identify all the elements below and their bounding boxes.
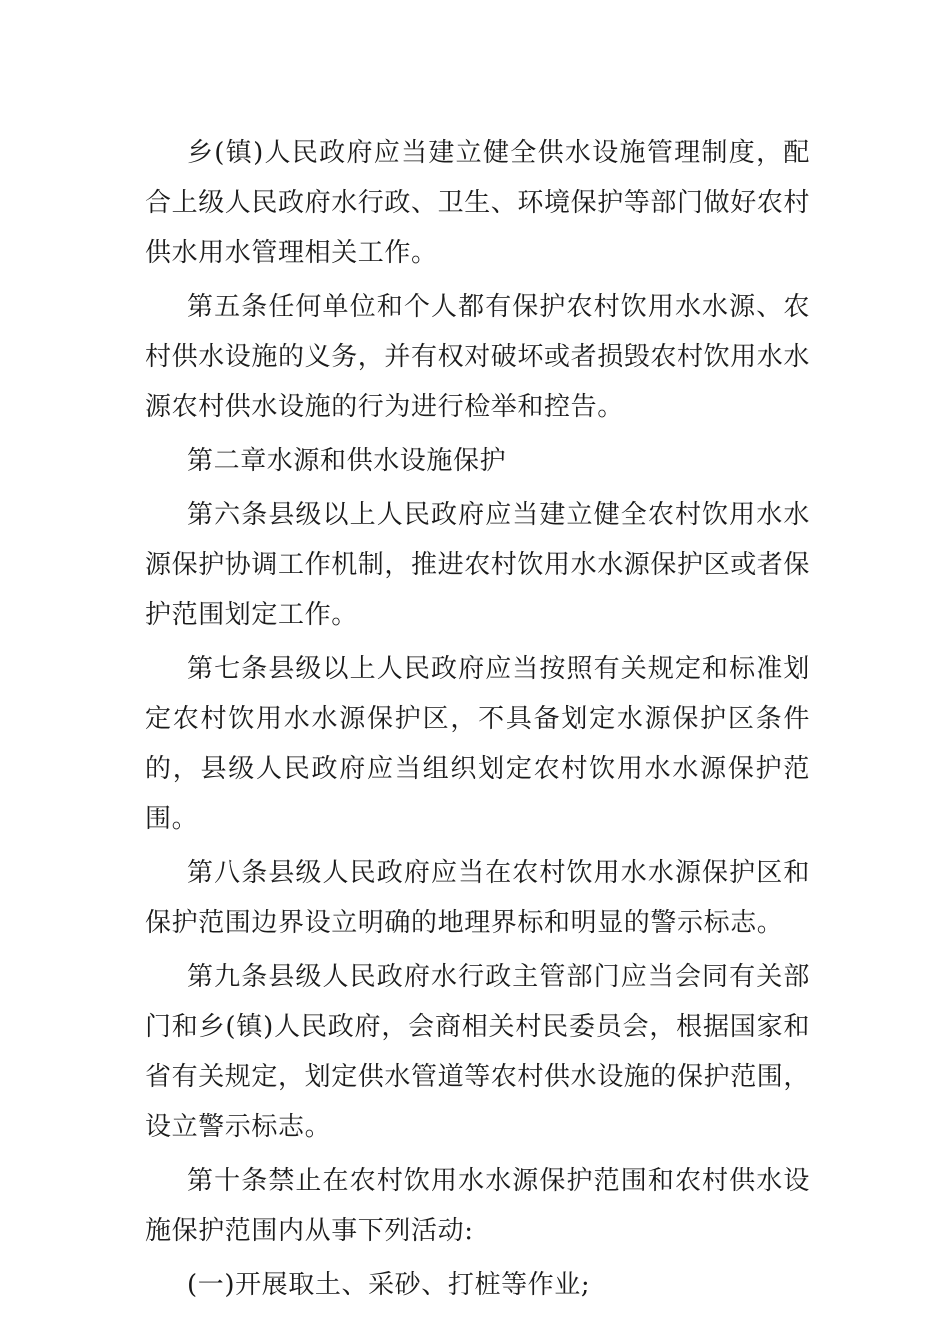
paragraph-article-10: 第十条禁止在农村饮用水水源保护范围和农村供水设施保护范围内从事下列活动: xyxy=(145,1166,810,1246)
paragraph-article-10-item-1: (一)开展取土、采砂、打桩等作业; xyxy=(187,1270,591,1300)
paragraph-article-5: 第五条任何单位和个人都有保护农村饮用水水源、农村供水设施的义务，并有权对破坏或者损毁农村饮用水水源农村供水设施的行为进行检举和控告。 xyxy=(145,292,811,422)
paragraph-township-duties: 乡(镇)人民政府应当建立健全供水设施管理制度，配合上级人民政府水行政、卫生、环境保护等部门做好农村供水用水管理相关工作。 xyxy=(145,138,811,268)
paragraph-article-6: 第六条县级以上人民政府应当建立健全农村饮用水水源保护协调工作机制，推进农村饮用水水源保护区或者保护范围划定工作。 xyxy=(145,500,811,630)
paragraph-article-9: 第九条县级人民政府水行政主管部门应当会同有关部门和乡(镇)人民政府，会商相关村民委员会，根据国家和省有关规定，划定供水管道等农村供水设施的保护范围，设立警示标志。 xyxy=(145,962,811,1142)
paragraph-article-8: 第八条县级人民政府应当在农村饮用水水源保护区和保护范围边界设立明确的地理界标和明显的警示标志。 xyxy=(145,858,810,938)
paragraph-article-7: 第七条县级以上人民政府应当按照有关规定和标准划定农村饮用水水源保护区，不具备划定水源保护区条件的，县级人民政府应当组织划定农村饮用水水源保护范围。 xyxy=(145,654,810,834)
chapter-2-heading: 第二章水源和供水设施保护 xyxy=(187,446,507,476)
document-body xyxy=(145,128,810,1314)
